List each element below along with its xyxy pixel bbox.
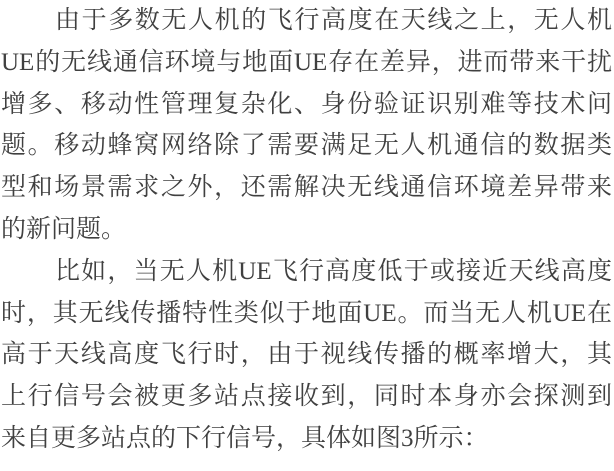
text-line: 时，其无线传播特性类似于地面UE。而当无人机UE在 <box>1 299 612 327</box>
text-line: 题。移动蜂窝网络除了需要满足无人机通信的数据类 <box>1 132 612 160</box>
paragraph-2 <box>1 251 612 460</box>
paragraph-1 <box>1 0 612 251</box>
text-line: 型和场景需求之外，还需解决无线通信环境差异带来 <box>1 174 612 202</box>
text-line: 增多、移动性管理复杂化、身份验证识别难等技术问 <box>1 90 612 118</box>
text-line: UE的无线通信环境与地面UE存在差异，进而带来干扰 <box>1 48 612 76</box>
text-line: 高于天线高度飞行时，由于视线传播的概率增大，其 <box>1 341 612 369</box>
text-line: 上行信号会被更多站点接收到，同时本身亦会探测到 <box>1 383 612 411</box>
text-line: 比如，当无人机UE飞行高度低于或接近天线高度 <box>55 257 612 285</box>
text-line: 由于多数无人机的飞行高度在天线之上，无人机 <box>55 7 612 34</box>
text-line: 的新问题。 <box>1 215 127 243</box>
text-line: 来自更多站点的下行信号，具体如图3所示： <box>1 424 489 452</box>
